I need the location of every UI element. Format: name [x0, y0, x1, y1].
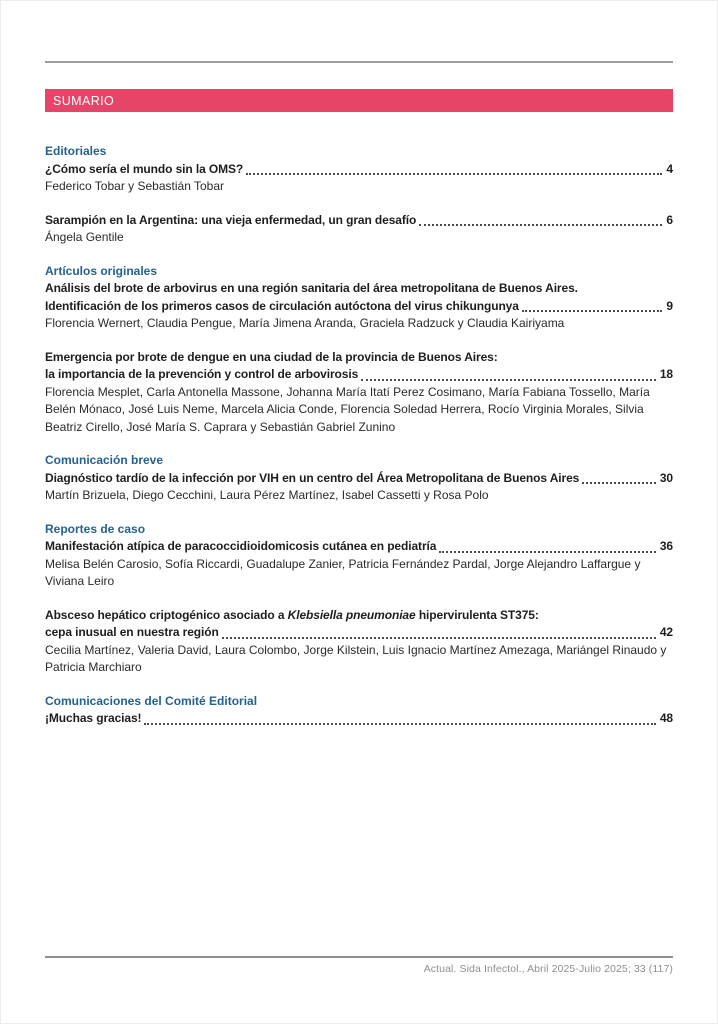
entry-title-text: Absceso hepático criptogénico asociado a — [45, 607, 288, 622]
sumario-banner — [45, 89, 673, 112]
page-number: 48 — [659, 711, 673, 725]
page-number: 9 — [666, 298, 673, 313]
entry-title-line — [45, 212, 673, 230]
footer-divider — [45, 956, 673, 958]
dotted-leader — [582, 482, 656, 484]
entry-title-line — [45, 161, 673, 179]
dotted-leader — [361, 379, 656, 381]
entry-title-text: Análisis del brote de arbovirus en una región sanitaria del área metropolitana de Buenos Aires. — [45, 281, 578, 295]
top-divider — [45, 61, 673, 63]
entry-title-text: ¡Muchas gracias! — [45, 711, 142, 725]
dotted-leader — [419, 224, 662, 226]
entry-authors: Cecilia Martínez, Valeria David, Laura Colombo, Jorge Kilstein, Luis Ignacio Martínez Amezaga, Mariángel Rinaudo y Patricia Marchiaro — [45, 642, 667, 674]
page-footer — [45, 956, 673, 975]
page-number: 42 — [659, 625, 673, 639]
entry-title-line — [45, 366, 673, 384]
page-number: 18 — [659, 367, 673, 381]
entry-authors: Ángela Gentile — [45, 230, 124, 244]
page-number: 4 — [666, 161, 673, 176]
entry-title-text: ¿Cómo sería el mundo sin la OMS? — [45, 161, 244, 176]
entry-title-line — [45, 607, 673, 625]
dotted-leader — [439, 551, 656, 553]
entry-title-text: Diagnóstico tardío de la infección por VIH en un centro del Área Metropolitana de Buenos Aires — [45, 470, 580, 485]
toc-entry — [45, 349, 673, 437]
entry-title-text: la importancia de la prevención y control de arbovirosis — [45, 367, 359, 381]
section-heading: Reportes de caso — [45, 521, 146, 536]
toc-section — [45, 452, 673, 505]
entry-title-line — [45, 349, 673, 367]
dotted-leader — [246, 173, 662, 175]
entry-title-text: Emergencia por brote de dengue en una ciudad de la provincia de Buenos Aires: — [45, 349, 498, 364]
entry-title-text: Sarampión en la Argentina: una vieja enfermedad, un gran desafío — [45, 212, 417, 227]
toc-entry — [45, 161, 673, 196]
toc-section — [45, 521, 673, 677]
toc — [45, 143, 673, 728]
toc-section — [45, 143, 673, 247]
entry-authors: Melisa Belén Carosio, Sofía Riccardi, Guadalupe Zanier, Patricia Fernández Pardal, Jorge Alejandro Laffargue y Viviana Leiro — [45, 556, 641, 588]
toc-entry — [45, 470, 673, 505]
journal-citation: Actual. Sida Infectol., Abril 2025-Julio 2025; 33 (117) — [423, 962, 673, 975]
entry-authors: Martín Brizuela, Diego Cecchini, Laura Pérez Martínez, Isabel Cassetti y Rosa Polo — [45, 488, 489, 502]
sumario-banner-label: SUMARIO — [53, 93, 115, 108]
entry-title-italic-text: Klebsiella pneumoniae — [287, 607, 416, 622]
entry-title-text: hipervirulenta ST375: — [415, 607, 539, 622]
entry-authors: Florencia Wernert, Claudia Pengue, María Jimena Aranda, Graciela Radzuck y Claudia Kairiyama — [45, 316, 565, 330]
page-number: 6 — [666, 212, 673, 227]
toc-entry — [45, 212, 673, 247]
entry-authors: Federico Tobar y Sebastián Tobar — [45, 179, 224, 193]
dotted-leader — [144, 723, 655, 725]
entry-title-text: cepa inusual en nuestra región — [45, 625, 219, 639]
entry-title-text: Identificación de los primeros casos de circulación autóctona del virus chikungunya — [45, 298, 519, 313]
page-number: 30 — [659, 470, 673, 485]
entry-authors: Florencia Mesplet, Carla Antonella Massone, Johanna María Itatí Perez Cosimano, María Fabiana Tossello, María Belén Mónaco, José Luis Neme, Marcela Alicia Conde, Florencia Soledad Herrera, Rocío Virginia Morales, Silvia Beatriz Cirello, José María S. Caprara y Sebastián Gabriel Zunino — [45, 384, 650, 434]
page-content — [45, 0, 673, 744]
entry-title-line — [45, 470, 673, 488]
entry-title-line — [45, 710, 673, 728]
toc-entry — [45, 538, 673, 591]
toc-section — [45, 263, 673, 437]
entry-title-line — [45, 624, 673, 642]
entry-title-text: Manifestación atípica de paracoccidioidomicosis cutánea en pediatría — [45, 539, 437, 553]
section-heading: Editoriales — [45, 144, 107, 158]
entry-title-line — [45, 538, 673, 556]
toc-entry — [45, 607, 673, 677]
toc-entry — [45, 710, 673, 728]
dotted-leader — [222, 637, 656, 639]
section-heading: Comunicación breve — [45, 453, 164, 467]
entry-title-line — [45, 298, 673, 316]
toc-entry — [45, 280, 673, 333]
page-number: 36 — [659, 539, 673, 553]
dotted-leader — [522, 310, 663, 312]
entry-title-line — [45, 280, 673, 298]
section-heading: Artículos originales — [45, 263, 158, 278]
section-heading: Comunicaciones del Comité Editorial — [45, 693, 258, 708]
toc-section — [45, 693, 673, 728]
